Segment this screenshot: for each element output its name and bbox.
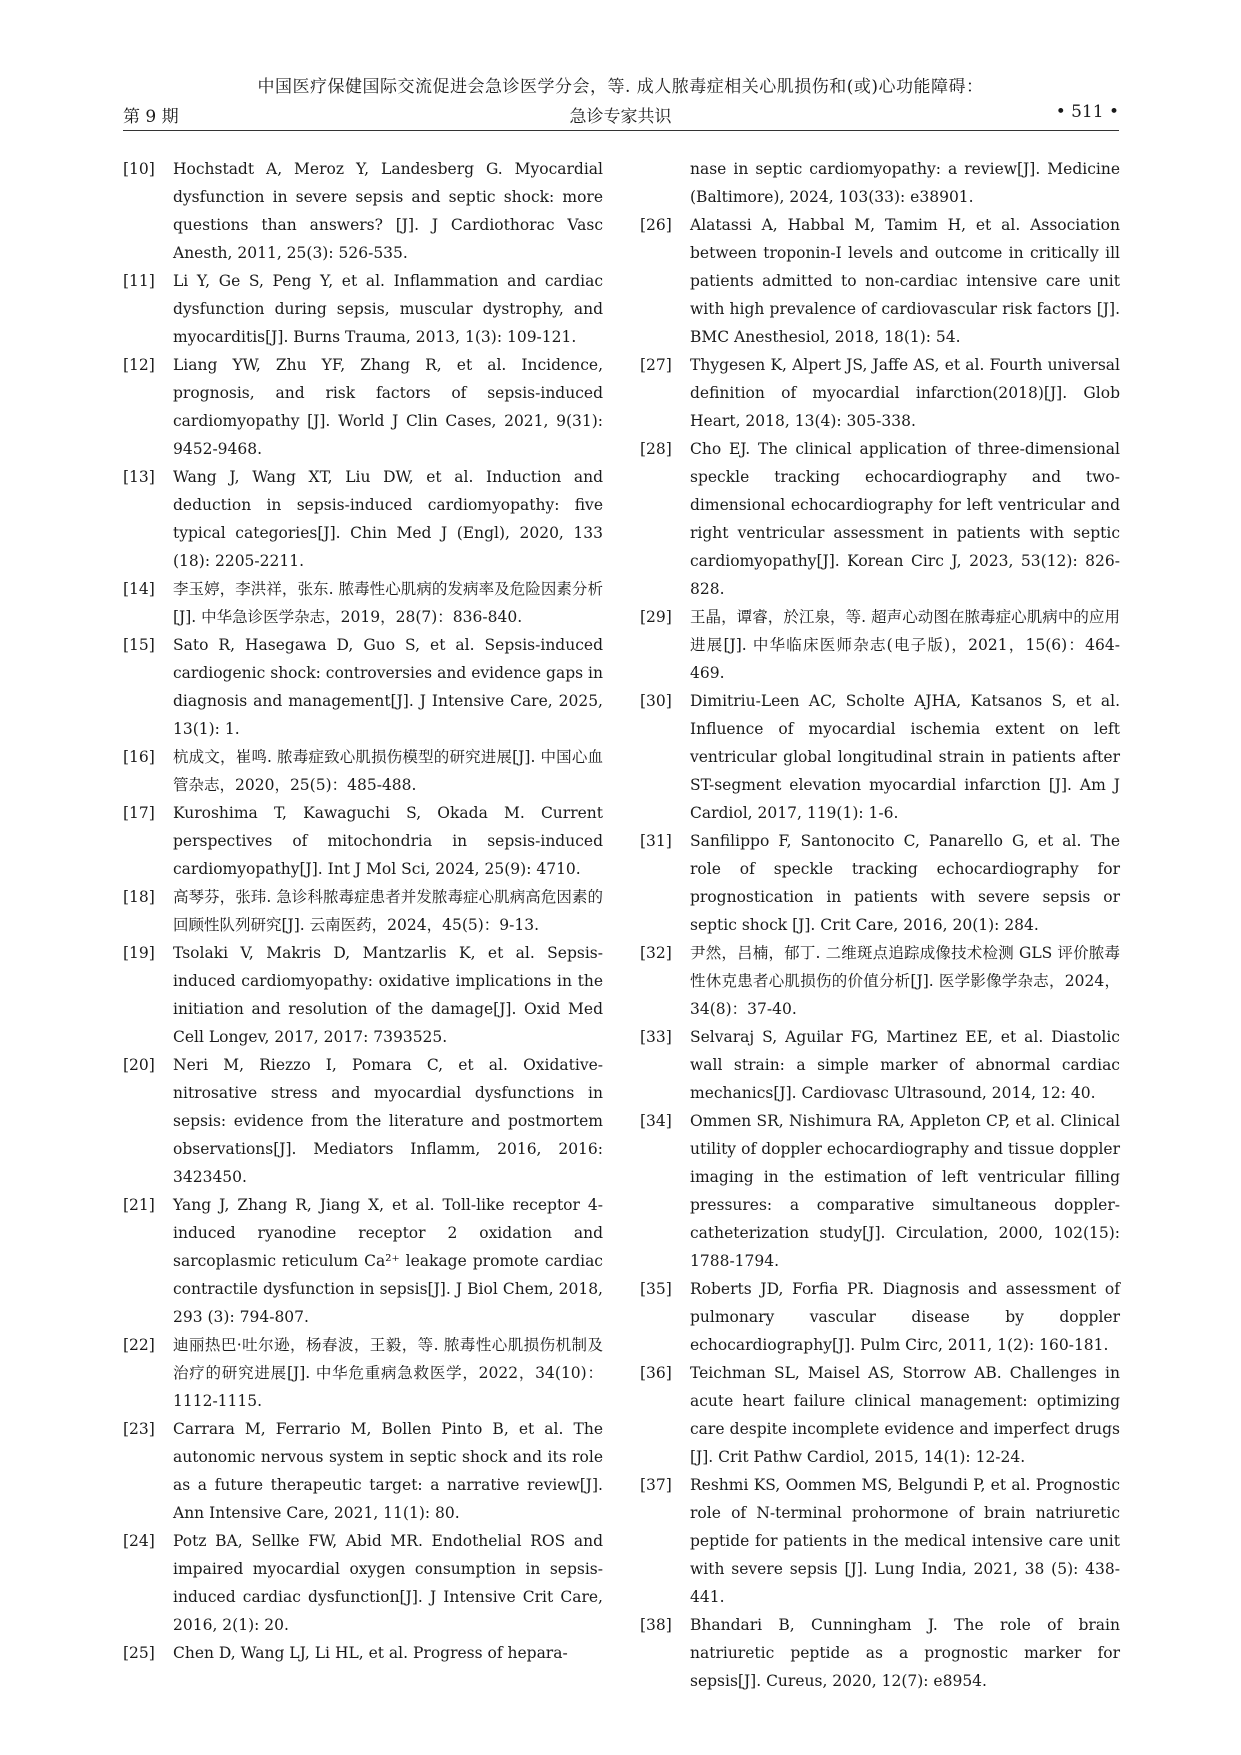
reference-number: [35] [640,1280,672,1298]
reference-item [640,939,1120,1023]
reference-number: [30] [640,692,672,710]
running-title-line1: 中国医疗保健国际交流促进会急诊医学分会，等. 成人脓毒症相关心肌损伤和(或)心功能障碍： [257,77,984,97]
reference-number: [32] [640,944,672,962]
reference-item [640,1107,1120,1275]
header-rule [123,130,1119,131]
reference-text: Dimitriu-Leen AC, Scholte AJHA, Katsanos S, et al. Influence of myocardial ischemia extent on left ventricular global longitudinal strain in patients after ST-segment elevation myocardial infarction [J]. Am J Cardiol, 2017, 119(1): 1-6. [690,692,1120,822]
reference-text: 尹然，吕楠，郁丁. 二维斑点追踪成像技术检测 GLS 评价脓毒性休克患者心肌损伤的价值分析[J]. 医学影像学杂志，2024，34(8)：37-40. [690,944,1120,1018]
reference-text: 杭成文，崔鸣. 脓毒症致心肌损伤模型的研究进展[J]. 中国心血管杂志，2020，25(5)：485-488. [173,748,603,794]
reference-item [640,351,1120,435]
reference-number: [34] [640,1112,672,1130]
reference-number: [33] [640,1028,672,1046]
reference-number: [18] [123,888,155,906]
reference-item [123,267,603,351]
reference-item [123,1191,603,1331]
reference-item [123,743,603,799]
reference-item [640,1359,1120,1471]
reference-text: Carrara M, Ferrario M, Bollen Pinto B, et al. The autonomic nervous system in septic shock and its role as a future therapeutic target: a narrative review[J]. Ann Intensive Care, 2021, 11(1): 80. [173,1420,603,1522]
reference-number: [19] [123,944,155,962]
reference-text: Liang YW, Zhu YF, Zhang R, et al. Incidence, prognosis, and risk factors of sepsis-induced cardiomyopathy [J]. World J Clin Cases, 2021, 9(31): 9452-9468. [173,356,603,458]
reference-item [640,1275,1120,1359]
reference-item [640,687,1120,827]
reference-item [123,1051,603,1191]
reference-text: Li Y, Ge S, Peng Y, et al. Inflammation and cardiac dysfunction during sepsis, muscular dystrophy, and myocarditis[J]. Burns Trauma, 2013, 1(3): 109-121. [173,272,603,346]
references-right-column [640,155,1120,1695]
reference-item [640,1023,1120,1107]
reference-item [640,211,1120,351]
reference-item [640,155,1120,211]
reference-text: Alatassi A, Habbal M, Tamim H, et al. Association between troponin-I levels and outcome in critically ill patients admitted to non-cardiac intensive care unit with high prevalence of cardiovascular risk factors [J]. BMC Anesthesiol, 2018, 18(1): 54. [690,216,1120,346]
reference-number: [31] [640,832,672,850]
reference-item [123,883,603,939]
reference-text: 迪丽热巴·吐尔逊，杨春波，王毅，等. 脓毒性心肌损伤机制及治疗的研究进展[J]. 中华危重病急救医学，2022，34(10)：1112-1115. [173,1336,603,1410]
reference-number: [23] [123,1420,155,1438]
reference-item [123,1331,603,1415]
reference-text: Cho EJ. The clinical application of three-dimensional speckle tracking echocardiography and two-dimensional echocardiography for left ventricular and right ventricular assessment in patients with septic cardiomyopathy[J]. Korean Circ J, 2023, 53(12): 826-828. [690,440,1120,598]
reference-text: Sato R, Hasegawa D, Guo S, et al. Sepsis-induced cardiogenic shock: controversies and evidence gaps in diagnosis and management[J]. J Intensive Care, 2025, 13(1): 1. [173,636,603,738]
reference-number: [13] [123,468,155,486]
reference-text: 王晶，谭睿，於江泉，等. 超声心动图在脓毒症心肌病中的应用进展[J]. 中华临床医师杂志(电子版)，2021，15(6)：464-469. [690,608,1120,682]
reference-text: Potz BA, Sellke FW, Abid MR. Endothelial ROS and impaired myocardial oxygen consumption in sepsis-induced cardiac dysfunction[J]. J Intensive Crit Care, 2016, 2(1): 20. [173,1532,603,1634]
reference-item [640,1471,1120,1611]
reference-text: Teichman SL, Maisel AS, Storrow AB. Challenges in acute heart failure clinical management: optimizing care despite incomplete evidence and imperfect drugs [J]. Crit Pathw Cardiol, 2015, 14(1): 12-24. [690,1364,1120,1466]
reference-text: Ommen SR, Nishimura RA, Appleton CP, et al. Clinical utility of doppler echocardiography and tissue doppler imaging in the estimation of left ventricular filling pressures: a comparative simultaneous doppler-catheterization study[J]. Circulation, 2000, 102(15): 1788-1794. [690,1112,1120,1270]
reference-item [123,631,603,743]
page-number: • 511 • [1055,102,1119,122]
reference-text: Hochstadt A, Meroz Y, Landesberg G. Myocardial dysfunction in severe sepsis and septic shock: more questions than answers? [J]. J Cardiothorac Vasc Anesth, 2011, 25(3): 526-535. [173,160,603,262]
reference-number: [37] [640,1476,672,1494]
reference-number: [28] [640,440,672,458]
reference-number: [12] [123,356,155,374]
reference-number: [26] [640,216,672,234]
reference-item [123,351,603,463]
reference-item [640,603,1120,687]
reference-text: Sanfilippo F, Santonocito C, Panarello G, et al. The role of speckle tracking echocardiography for prognostication in patients with severe sepsis or septic shock [J]. Crit Care, 2016, 20(1): 284. [690,832,1120,934]
reference-text: Kuroshima T, Kawaguchi S, Okada M. Current perspectives of mitochondria in sepsis-induced cardiomyopathy[J]. Int J Mol Sci, 2024, 25(9): 4710. [173,804,603,878]
reference-number: [15] [123,636,155,654]
reference-number: [25] [123,1644,155,1662]
reference-number: [22] [123,1336,155,1354]
reference-text: 高琴芬，张玮. 急诊科脓毒症患者并发脓毒症心肌病高危因素的回顾性队列研究[J]. 云南医药，2024，45(5)：9-13. [173,888,603,934]
reference-text: 李玉婷，李洪祥，张东. 脓毒性心肌病的发病率及危险因素分析[J]. 中华急诊医学杂志，2019，28(7)：836-840. [173,580,603,626]
reference-item [123,939,603,1051]
reference-item [123,799,603,883]
reference-number: [10] [123,160,155,178]
reference-item [123,1527,603,1639]
reference-text: Neri M, Riezzo I, Pomara C, et al. Oxidative-nitrosative stress and myocardial dysfunctions in sepsis: evidence from the literature and postmortem observations[J]. Mediators Inflamm, 2016, 2016: 3423450. [173,1056,603,1186]
reference-number: [17] [123,804,155,822]
reference-item [123,1639,603,1667]
reference-number: [11] [123,272,155,290]
reference-text: Yang J, Zhang R, Jiang X, et al. Toll-like receptor 4-induced ryanodine receptor 2 oxidation and sarcoplasmic reticulum Ca²⁺ leakage promote cardiac contractile dysfunction in sepsis[J]. J Biol Chem, 2018, 293 (3): 794-807. [173,1196,603,1326]
reference-text: Roberts JD, Forfia PR. Diagnosis and assessment of pulmonary vascular disease by doppler echocardiography[J]. Pulm Circ, 2011, 1(2): 160-181. [690,1280,1120,1354]
reference-item [640,1611,1120,1695]
reference-number: [20] [123,1056,155,1074]
reference-text: Bhandari B, Cunningham J. The role of brain natriuretic peptide as a prognostic marker for sepsis[J]. Cureus, 2020, 12(7): e8954. [690,1616,1120,1690]
issue-number: 第 9 期 [123,107,179,127]
reference-item [640,827,1120,939]
reference-item [640,435,1120,603]
reference-number: [38] [640,1616,672,1634]
reference-number: [14] [123,580,155,598]
reference-number: [29] [640,608,672,626]
page-header [0,0,1241,140]
reference-item [123,575,603,631]
reference-item [123,463,603,575]
reference-text: Selvaraj S, Aguilar FG, Martinez EE, et al. Diastolic wall strain: a simple marker of abnormal cardiac mechanics[J]. Cardiovasc Ultrasound, 2014, 12: 40. [690,1028,1120,1102]
reference-number: [36] [640,1364,672,1382]
reference-number: [24] [123,1532,155,1550]
reference-item [123,155,603,267]
running-title-line2: 急诊专家共识 [569,107,672,127]
reference-text: Reshmi KS, Oommen MS, Belgundi P, et al. Prognostic role of N-terminal prohormone of brain natriuretic peptide for patients in the medical intensive care unit with severe sepsis [J]. Lung India, 2021, 38 (5): 438-441. [690,1476,1120,1606]
reference-number: [16] [123,748,155,766]
reference-text: Tsolaki V, Makris D, Mantzarlis K, et al. Sepsis-induced cardiomyopathy: oxidative implications in the initiation and resolution of the damage[J]. Oxid Med Cell Longev, 2017, 2017: 7393525. [173,944,603,1046]
references-left-column [123,155,603,1667]
reference-text: nase in septic cardiomyopathy: a review[J]. Medicine (Baltimore), 2024, 103(33): e38901. [690,160,1120,206]
reference-text: Chen D, Wang LJ, Li HL, et al. Progress of hepara- [173,1644,568,1662]
reference-number: [27] [640,356,672,374]
reference-text: Wang J, Wang XT, Liu DW, et al. Induction and deduction in sepsis-induced cardiomyopathy: five typical categories[J]. Chin Med J (Engl), 2020, 133 (18): 2205-2211. [173,468,603,570]
reference-item [123,1415,603,1527]
reference-text: Thygesen K, Alpert JS, Jaffe AS, et al. Fourth universal definition of myocardial infarction(2018)[J]. Glob Heart, 2018, 13(4): 305-338. [690,356,1120,430]
reference-number: [21] [123,1196,155,1214]
